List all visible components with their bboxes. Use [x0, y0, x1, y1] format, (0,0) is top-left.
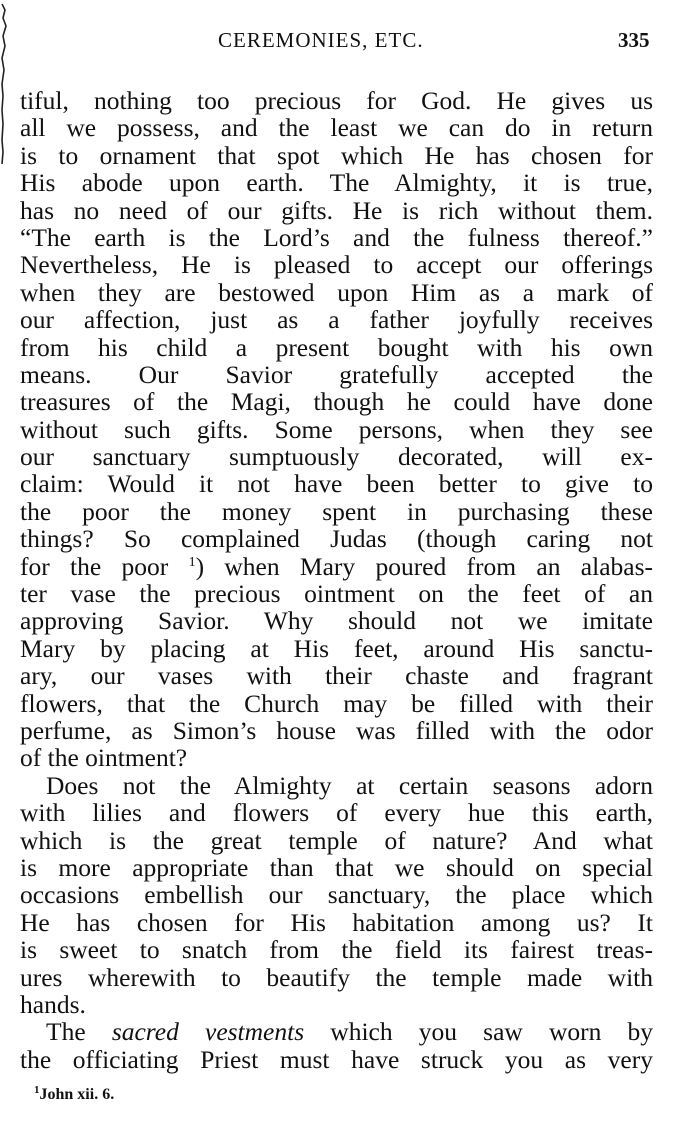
running-title: CEREMONIES, ETC.	[218, 28, 424, 52]
text-line: perfume, as Simon’s house was filled with the odor	[20, 715, 653, 745]
text-line: of the ointment?	[20, 743, 188, 773]
text-line: claim: Would it not have been better to give to	[20, 469, 653, 499]
text-line: ary, our vases with their chaste and fragrant	[20, 661, 653, 691]
text-line: our affection, just as a father joyfully receives	[20, 305, 653, 335]
text-line: flowers, that the Church may be filled with their	[20, 688, 653, 718]
running-head	[0, 28, 691, 54]
text-fragment: ) when Mary poured from an alabas-	[195, 551, 654, 581]
text-line: ter vase the precious ointment on the feet of an	[20, 579, 653, 609]
text-line: our sanctuary sumptuously decorated, will ex-	[20, 442, 653, 472]
text-line: means. Our Savior gratefully accepted the	[20, 359, 653, 389]
text-line: “The earth is the Lord’s and the fulness thereof.”	[20, 222, 653, 252]
text-line: is more appropriate than that we should on special	[20, 852, 653, 882]
paragraph-start-line: Does not the Almighty at certain seasons adorn	[46, 770, 653, 800]
text-line: ures wherewith to beautify the temple made with	[20, 962, 653, 992]
footnote	[34, 1086, 114, 1104]
text-line: is to ornament that spot which He has chosen for	[20, 140, 653, 170]
paragraph-start-line	[20, 1018, 653, 1045]
text-fragment: which you saw worn by	[330, 1017, 654, 1047]
text-line: Nevertheless, He is pleased to accept our offerings	[20, 250, 653, 280]
footnote-mark: 1	[34, 1084, 40, 1096]
text-line: His abode upon earth. The Almighty, it is true,	[20, 168, 653, 198]
text-line: Mary by placing at His feet, around His sanctu-	[20, 633, 653, 663]
text-line: approving Savior. Why should not we imitate	[20, 606, 653, 636]
text-line: hands.	[20, 989, 86, 1019]
text-line: when they are bestowed upon Him as a mark of	[20, 277, 653, 307]
text-line: has no need of our gifts. He is rich without them.	[20, 195, 653, 225]
text-line: with lilies and flowers of every hue this earth,	[20, 798, 653, 828]
footnote-reference: 1	[188, 554, 196, 570]
text-line: the officiating Priest must have struck you as very	[20, 1044, 653, 1074]
text-line: which is the great temple of nature? And what	[20, 825, 653, 855]
text-fragment: The	[46, 1017, 86, 1047]
text-line: tiful, nothing too precious for God. He gives us	[20, 86, 653, 115]
text-line: He has chosen for His habitation among us? It	[20, 907, 653, 937]
text-line: occasions embellish our sanctuary, the place which	[20, 880, 653, 910]
page-number: 335	[618, 28, 650, 52]
text-line: all we possess, and the least we can do in return	[20, 113, 653, 143]
footnote-text: John xii. 6.	[39, 1086, 115, 1103]
body-text	[20, 87, 653, 1073]
text-line: from his child a present bought with his own	[20, 332, 653, 362]
italic-phrase: sacred vestments	[111, 1017, 305, 1047]
text-line: is sweet to snatch from the field its fairest treas-	[20, 935, 653, 965]
text-line: the poor the money spent in purchasing these	[20, 496, 653, 526]
text-fragment: for the poor	[20, 551, 169, 581]
text-line: treasures of the Magi, though he could have done	[20, 387, 653, 417]
text-line-with-footnote-ref	[20, 553, 653, 580]
page-edge-mark	[0, 0, 8, 165]
text-line: things? So complained Judas (though caring not	[20, 524, 653, 554]
text-line: without such gifts. Some persons, when they see	[20, 414, 653, 444]
